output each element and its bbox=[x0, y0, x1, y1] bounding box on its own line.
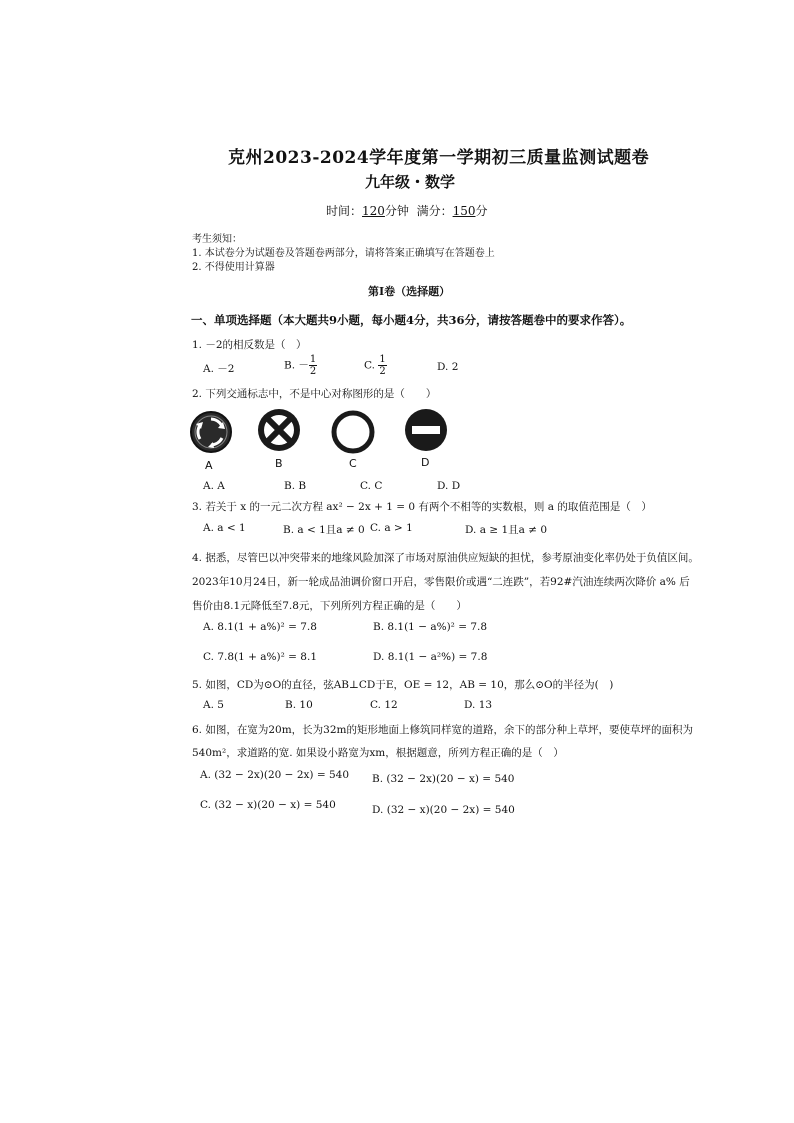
q6-option-a: A. (32 − 2x)(20 − 2x) = 540 bbox=[200, 769, 350, 781]
q2-option-d: D. D bbox=[437, 480, 461, 492]
question-4-stem-line: 4. 据悉，尽管巴以冲突带来的地缘风险加深了市场对原油供应短缺的担忧，参考原油变化率仍处于负值区间。 bbox=[192, 552, 699, 564]
q2-option-a: A. A bbox=[203, 480, 225, 492]
q5-option-b: B. 10 bbox=[285, 699, 313, 711]
page-subtitle: 九年级・数学 bbox=[365, 173, 456, 191]
q4-option-b: B. 8.1(1 − a%)² = 7.8 bbox=[373, 621, 488, 633]
q1-option-d: D. 2 bbox=[437, 361, 459, 373]
question-5-stem: 5. 如图，CD为⊙O的直径，弦AB⊥CD于E，OE = 12，AB = 10，那么⊙O的半径为( ) bbox=[192, 679, 614, 691]
section-title: 一、单项选择题（本大题共9小题，每小题4分，共36分，请按答题卷中的要求作答）。 bbox=[191, 313, 632, 327]
q6-option-c: C. (32 − x)(20 − x) = 540 bbox=[200, 799, 336, 811]
q5-option-d: D. 13 bbox=[464, 699, 493, 711]
q6-option-b: B. (32 − 2x)(20 − x) = 540 bbox=[372, 773, 515, 785]
q4-option-d: D. 8.1(1 − a²%) = 7.8 bbox=[373, 651, 488, 663]
time-value: 120 bbox=[362, 204, 385, 218]
time-unit: 分钟 bbox=[384, 204, 409, 218]
notice-heading: 考生须知： bbox=[192, 234, 242, 245]
question-2-stem: 2. 下列交通标志中，不是中心对称图形的是（ ） bbox=[192, 388, 437, 400]
question-6-stem-line: 540m²，求道路的宽. 如果设小路宽为xm，根据题意，所列方程正确的是（ ） bbox=[192, 747, 564, 759]
q2-option-c: C. C bbox=[360, 480, 383, 492]
question-4-stem-line: 售价由8.1元降低至7.8元，下列所列方程正确的是（ ） bbox=[192, 600, 467, 612]
figure-label-b: B bbox=[275, 457, 283, 470]
question-3-stem: 3. 若关于 x 的一元二次方程 ax² − 2x + 1 = 0 有两个不相等的实数根，则 a 的取值范围是（ ） bbox=[192, 501, 652, 513]
score-value: 150 bbox=[452, 204, 476, 218]
figure-label-a: A bbox=[205, 459, 213, 472]
figure-label-c: C bbox=[349, 457, 357, 470]
roundabout-sign-icon bbox=[189, 410, 233, 454]
question-1-stem: 1. －2的相反数是（ ） bbox=[192, 339, 307, 351]
q2-option-b: B. B bbox=[284, 480, 307, 492]
page-title: 克州2023-2024学年度第一学期初三质量监测试题卷 bbox=[228, 148, 650, 168]
q6-option-d: D. (32 − x)(20 − 2x) = 540 bbox=[372, 804, 515, 816]
notice-item: 2. 不得使用计算器 bbox=[192, 262, 275, 273]
q4-option-a: A. 8.1(1 + a%)² = 7.8 bbox=[203, 621, 317, 633]
q5-option-a: A. 5 bbox=[203, 699, 224, 711]
notice-item: 1. 本试卷分为试题卷及答题卷两部分，请将答案正确填写在答题卷上 bbox=[192, 248, 495, 259]
q3-option-b: B. a < 1且a ≠ 0 bbox=[283, 524, 365, 536]
no-vehicles-sign-icon bbox=[331, 410, 375, 454]
q1-option-a: A. －2 bbox=[203, 363, 235, 375]
q5-option-c: C. 12 bbox=[370, 699, 398, 711]
exam-meta bbox=[326, 202, 488, 219]
q1-option-b: B. － $\frac{1}{2}$ bbox=[284, 354, 317, 377]
no-entry-sign-icon bbox=[404, 408, 448, 452]
question-4-stem-line: 2023年10月24日，新一轮成品油调价窗口开启，零售限价或遇“二连跌”，若92#汽油连续两次降价 a% 后 bbox=[192, 576, 690, 588]
q3-option-a: A. a < 1 bbox=[203, 522, 246, 534]
no-stopping-sign-icon bbox=[256, 407, 302, 453]
q3-option-c: C. a > 1 bbox=[370, 522, 413, 534]
q3-option-d: D. a ≥ 1且a ≠ 0 bbox=[465, 524, 548, 536]
q1-option-c: C. $\frac{1}{2}$ bbox=[364, 354, 386, 377]
q4-option-c: C. 7.8(1 + a%)² = 8.1 bbox=[203, 651, 317, 663]
part-title: 第Ⅰ卷（选择题） bbox=[368, 285, 451, 298]
question-6-stem-line: 6. 如图，在宽为20m，长为32m的矩形地面上修筑同样宽的道路，余下的部分种上草坪，要使草坪的面积为 bbox=[192, 724, 693, 736]
score-unit: 分 bbox=[475, 204, 488, 218]
score-label: 满分： bbox=[416, 204, 453, 218]
time-label: 时间： bbox=[326, 204, 363, 218]
figure-label-d: D bbox=[421, 456, 430, 469]
